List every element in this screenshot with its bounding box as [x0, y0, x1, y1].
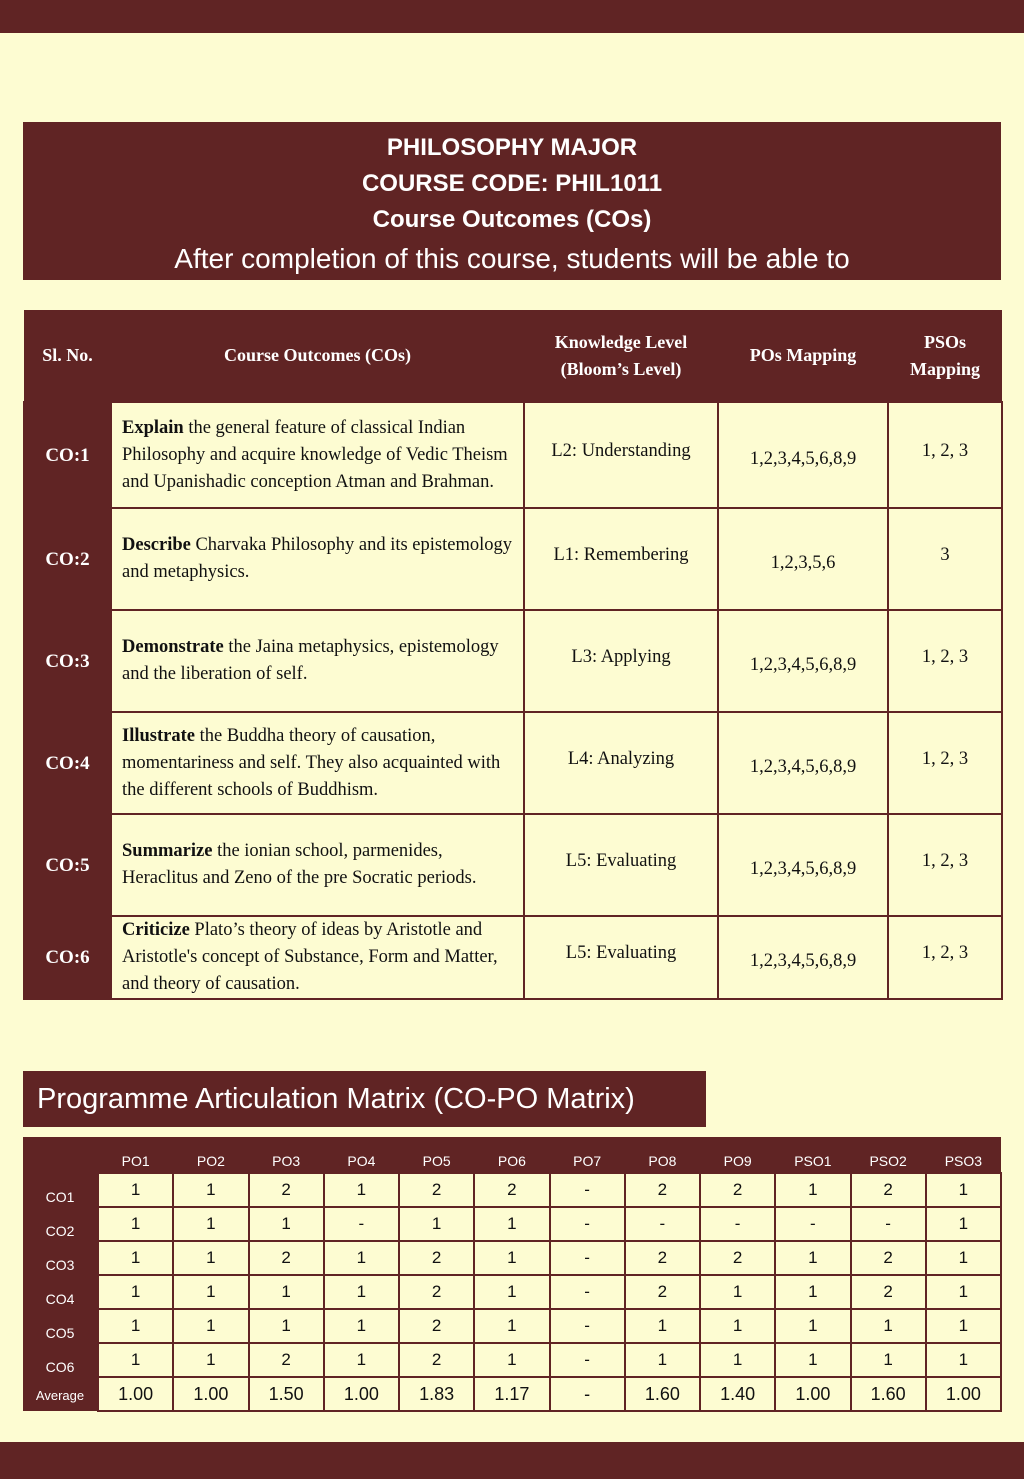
- col-header-psos-line2: Mapping: [909, 358, 981, 379]
- matrix-cell: 1: [474, 1241, 549, 1275]
- matrix-col-header: PO7: [550, 1137, 625, 1173]
- matrix-cell: 1: [851, 1343, 926, 1377]
- matrix-cell: -: [550, 1275, 625, 1309]
- matrix-cell: 1: [173, 1207, 248, 1241]
- matrix-cell: -: [550, 1207, 625, 1241]
- matrix-cell: 1: [98, 1241, 173, 1275]
- matrix-row: [23, 1173, 1001, 1207]
- co-psos-mapping-text: 1, 2, 3: [921, 943, 969, 963]
- matrix-cell: 1.83: [399, 1377, 474, 1411]
- matrix-cell: 1: [324, 1173, 399, 1207]
- matrix-col-header: PSO1: [775, 1137, 850, 1173]
- matrix-cell: 1: [324, 1309, 399, 1343]
- section-title: Course Outcomes (COs): [372, 206, 652, 233]
- matrix-cell: 1: [324, 1275, 399, 1309]
- matrix-cell: 1: [474, 1207, 549, 1241]
- matrix-cell: -: [550, 1343, 625, 1377]
- co-psos-mapping: [888, 610, 1002, 712]
- matrix-cell: -: [550, 1377, 625, 1411]
- matrix-corner: [23, 1137, 98, 1173]
- matrix-cell: 1: [700, 1343, 775, 1377]
- co-id: CO:2: [24, 508, 111, 610]
- matrix-cell: 1: [474, 1343, 549, 1377]
- matrix-cell: 1: [98, 1207, 173, 1241]
- co-description: [111, 916, 524, 999]
- matrix-cell: 2: [249, 1173, 324, 1207]
- co-pos-mapping-text: 1,2,3,4,5,6,8,9: [749, 654, 857, 675]
- course-outcomes-table: [23, 310, 1003, 1000]
- matrix-cell: -: [324, 1207, 399, 1241]
- co-pos-mapping: [718, 508, 888, 610]
- matrix-cell: 1: [399, 1207, 474, 1241]
- co-knowledge-level: [524, 402, 718, 508]
- matrix-col-header: PSO2: [851, 1137, 926, 1173]
- matrix-cell: 1: [851, 1309, 926, 1343]
- matrix-cell: -: [851, 1207, 926, 1241]
- co-description-text: the ionian school, parmenides, Heraclitus and Zeno of the pre Socratic periods.: [122, 841, 477, 888]
- co-pos-mapping-text: 1,2,3,4,5,6,8,9: [749, 951, 857, 971]
- matrix-cell: 1: [625, 1343, 700, 1377]
- co-psos-mapping: [888, 916, 1002, 999]
- matrix-col-header: PO4: [324, 1137, 399, 1173]
- matrix-cell: 1: [700, 1275, 775, 1309]
- matrix-cell: 1.00: [98, 1377, 173, 1411]
- col-header-knowledge: [524, 310, 718, 402]
- matrix-cell: 1: [173, 1343, 248, 1377]
- matrix-row-label: CO3: [23, 1241, 98, 1275]
- matrix-cell: -: [625, 1207, 700, 1241]
- co-id: CO:1: [24, 402, 111, 508]
- matrix-row: [23, 1241, 1001, 1275]
- matrix-cell: 1: [324, 1241, 399, 1275]
- matrix-row-label: CO4: [23, 1275, 98, 1309]
- matrix-col-header: PO9: [700, 1137, 775, 1173]
- co-knowledge-level-text: L1: Remembering: [553, 544, 689, 565]
- co-knowledge-level-text: L5: Evaluating: [565, 850, 677, 871]
- matrix-cell: 1: [926, 1241, 1001, 1275]
- matrix-cell: 1: [173, 1275, 248, 1309]
- matrix-cell: 1: [98, 1275, 173, 1309]
- matrix-cell: 2: [249, 1343, 324, 1377]
- matrix-cell: 1: [324, 1343, 399, 1377]
- matrix-cell: 1: [474, 1275, 549, 1309]
- matrix-cell: 1.00: [926, 1377, 1001, 1411]
- co-pos-mapping: [718, 402, 888, 508]
- matrix-cell: 2: [625, 1275, 700, 1309]
- matrix-cell: -: [775, 1207, 850, 1241]
- col-header-pos: POs Mapping: [718, 310, 888, 402]
- co-row: [24, 712, 1002, 814]
- co-description-text: the Jaina metaphysics, epistemology and the liberation of self.: [122, 637, 499, 684]
- co-psos-mapping: [888, 508, 1002, 610]
- bottom-banner-bar: [0, 1442, 1024, 1479]
- co-pos-mapping-text: 1,2,3,4,5,6,8,9: [749, 448, 857, 469]
- matrix-cell: 1: [249, 1275, 324, 1309]
- matrix-cell: 1.00: [324, 1377, 399, 1411]
- matrix-cell: 1: [775, 1309, 850, 1343]
- matrix-cell: 1: [775, 1173, 850, 1207]
- matrix-average-row: [23, 1377, 1001, 1411]
- matrix-col-header: PO6: [474, 1137, 549, 1173]
- matrix-cell: 1.60: [851, 1377, 926, 1411]
- matrix-row: [23, 1207, 1001, 1241]
- matrix-row-label: Average: [23, 1377, 98, 1411]
- matrix-cell: 2: [851, 1241, 926, 1275]
- co-pos-mapping: [718, 916, 888, 999]
- matrix-title: Programme Articulation Matrix (CO-PO Matrix): [23, 1071, 706, 1127]
- co-description: [111, 712, 524, 814]
- matrix-col-header: PO1: [98, 1137, 173, 1173]
- matrix-cell: 2: [399, 1309, 474, 1343]
- co-action-verb: Explain: [122, 417, 184, 438]
- co-pos-mapping: [718, 814, 888, 916]
- co-description: [111, 610, 524, 712]
- matrix-cell: 1: [625, 1309, 700, 1343]
- co-knowledge-level: [524, 508, 718, 610]
- matrix-cell: 1: [173, 1241, 248, 1275]
- matrix-row-label: CO2: [23, 1207, 98, 1241]
- matrix-cell: 1: [775, 1343, 850, 1377]
- matrix-row: [23, 1309, 1001, 1343]
- matrix-cell: 2: [399, 1275, 474, 1309]
- matrix-cell: 1.17: [474, 1377, 549, 1411]
- co-po-matrix-table: [23, 1137, 1002, 1412]
- matrix-cell: 2: [625, 1241, 700, 1275]
- matrix-cell: 1: [926, 1173, 1001, 1207]
- matrix-cell: 1: [926, 1343, 1001, 1377]
- co-row: [24, 508, 1002, 610]
- matrix-cell: 1.40: [700, 1377, 775, 1411]
- co-pos-mapping: [718, 610, 888, 712]
- program-title: PHILOSOPHY MAJOR: [386, 134, 638, 161]
- col-header-sl: Sl. No.: [24, 310, 111, 402]
- co-description-text: Plato’s theory of ideas by Aristotle and Aristotle's concept of Substance, Form and Matter, and theory of causation.: [122, 920, 498, 994]
- co-psos-mapping: [888, 814, 1002, 916]
- matrix-row: [23, 1343, 1001, 1377]
- matrix-cell: 1: [98, 1309, 173, 1343]
- co-row: [24, 402, 1002, 508]
- matrix-cell: -: [550, 1241, 625, 1275]
- matrix-col-header: PO3: [249, 1137, 324, 1173]
- matrix-cell: -: [700, 1207, 775, 1241]
- co-description-text: the Buddha theory of causation, momentariness and self. They also acquainted with the different schools of Buddhism.: [122, 725, 501, 800]
- co-psos-mapping-text: 3: [940, 544, 950, 565]
- matrix-cell: 2: [700, 1241, 775, 1275]
- section-subtitle: After completion of this course, students will be able to: [174, 243, 850, 274]
- co-pos-mapping-text: 1,2,3,5,6: [770, 552, 836, 573]
- co-psos-mapping-text: 1, 2, 3: [921, 646, 969, 667]
- co-id: CO:5: [24, 814, 111, 916]
- co-table-header-row: [24, 310, 1002, 402]
- col-header-knowledge-line2: (Bloom’s Level): [560, 358, 682, 379]
- co-action-verb: Describe: [122, 535, 191, 555]
- co-description-text: Charvaka Philosophy and its epistemology and metaphysics.: [122, 535, 512, 582]
- matrix-header-row: [23, 1137, 1001, 1173]
- co-knowledge-level-text: L3: Applying: [571, 646, 671, 667]
- co-description: [111, 814, 524, 916]
- co-knowledge-level: [524, 610, 718, 712]
- matrix-cell: 2: [851, 1173, 926, 1207]
- matrix-cell: 1: [98, 1343, 173, 1377]
- co-psos-mapping-text: 1, 2, 3: [921, 440, 969, 461]
- co-knowledge-level-text: L4: Analyzing: [567, 748, 675, 769]
- co-knowledge-level: [524, 814, 718, 916]
- co-psos-mapping: [888, 402, 1002, 508]
- matrix-cell: 1: [700, 1309, 775, 1343]
- matrix-cell: 1: [173, 1309, 248, 1343]
- co-id: CO:3: [24, 610, 111, 712]
- co-id: CO:6: [24, 916, 111, 999]
- co-row: [24, 916, 1002, 999]
- co-row: [24, 814, 1002, 916]
- matrix-cell: 1: [926, 1309, 1001, 1343]
- col-header-psos: [888, 310, 1002, 402]
- matrix-cell: 2: [851, 1275, 926, 1309]
- matrix-cell: -: [550, 1309, 625, 1343]
- co-knowledge-level-text: L2: Understanding: [551, 440, 691, 461]
- matrix-cell: 2: [399, 1343, 474, 1377]
- col-header-outcomes: Course Outcomes (COs): [111, 310, 524, 402]
- matrix-cell: 1.50: [249, 1377, 324, 1411]
- matrix-cell: 1: [98, 1173, 173, 1207]
- matrix-cell: 1: [249, 1207, 324, 1241]
- co-knowledge-level: [524, 916, 718, 999]
- matrix-row-label: CO5: [23, 1309, 98, 1343]
- matrix-cell: 2: [249, 1241, 324, 1275]
- matrix-cell: 1: [249, 1309, 324, 1343]
- co-action-verb: Demonstrate: [122, 637, 224, 657]
- matrix-row-label: CO1: [23, 1173, 98, 1207]
- co-pos-mapping-text: 1,2,3,4,5,6,8,9: [749, 858, 857, 879]
- matrix-col-header: PO2: [173, 1137, 248, 1173]
- co-action-verb: Illustrate: [122, 725, 195, 746]
- matrix-cell: 2: [700, 1173, 775, 1207]
- co-description: [111, 508, 524, 610]
- matrix-cell: 2: [625, 1173, 700, 1207]
- matrix-cell: 2: [399, 1241, 474, 1275]
- matrix-cell: 1.60: [625, 1377, 700, 1411]
- co-psos-mapping: [888, 712, 1002, 814]
- matrix-cell: 1: [926, 1207, 1001, 1241]
- matrix-col-header: PSO3: [926, 1137, 1001, 1173]
- co-psos-mapping-text: 1, 2, 3: [921, 748, 969, 769]
- top-banner-bar: [0, 0, 1024, 33]
- matrix-cell: -: [550, 1173, 625, 1207]
- matrix-col-header: PO8: [625, 1137, 700, 1173]
- matrix-col-header: PO5: [399, 1137, 474, 1173]
- co-pos-mapping-text: 1,2,3,4,5,6,8,9: [749, 756, 857, 777]
- course-header: [23, 122, 1001, 280]
- matrix-cell: 1: [474, 1309, 549, 1343]
- co-action-verb: Summarize: [122, 841, 213, 861]
- co-psos-mapping-text: 1, 2, 3: [921, 850, 969, 871]
- co-action-verb: Criticize: [122, 920, 190, 940]
- co-pos-mapping: [718, 712, 888, 814]
- matrix-cell: 1: [775, 1241, 850, 1275]
- matrix-cell: 2: [474, 1173, 549, 1207]
- co-knowledge-level-text: L5: Evaluating: [565, 943, 677, 963]
- matrix-cell: 1.00: [173, 1377, 248, 1411]
- co-knowledge-level: [524, 712, 718, 814]
- matrix-row: [23, 1275, 1001, 1309]
- co-description-text: the general feature of classical Indian Philosophy and acquire knowledge of Vedic Theism and Upanishadic conception Atman and Brahman.: [122, 417, 508, 492]
- matrix-cell: 2: [399, 1173, 474, 1207]
- matrix-cell: 1: [926, 1275, 1001, 1309]
- co-row: [24, 610, 1002, 712]
- matrix-cell: 1.00: [775, 1377, 850, 1411]
- matrix-row-label: CO6: [23, 1343, 98, 1377]
- matrix-cell: 1: [775, 1275, 850, 1309]
- col-header-psos-line1: PSOs: [923, 331, 966, 352]
- col-header-knowledge-line1: Knowledge Level: [554, 331, 688, 352]
- course-code: COURSE CODE: PHIL1011: [361, 170, 663, 197]
- co-description: [111, 402, 524, 508]
- co-id: CO:4: [24, 712, 111, 814]
- matrix-cell: 1: [173, 1173, 248, 1207]
